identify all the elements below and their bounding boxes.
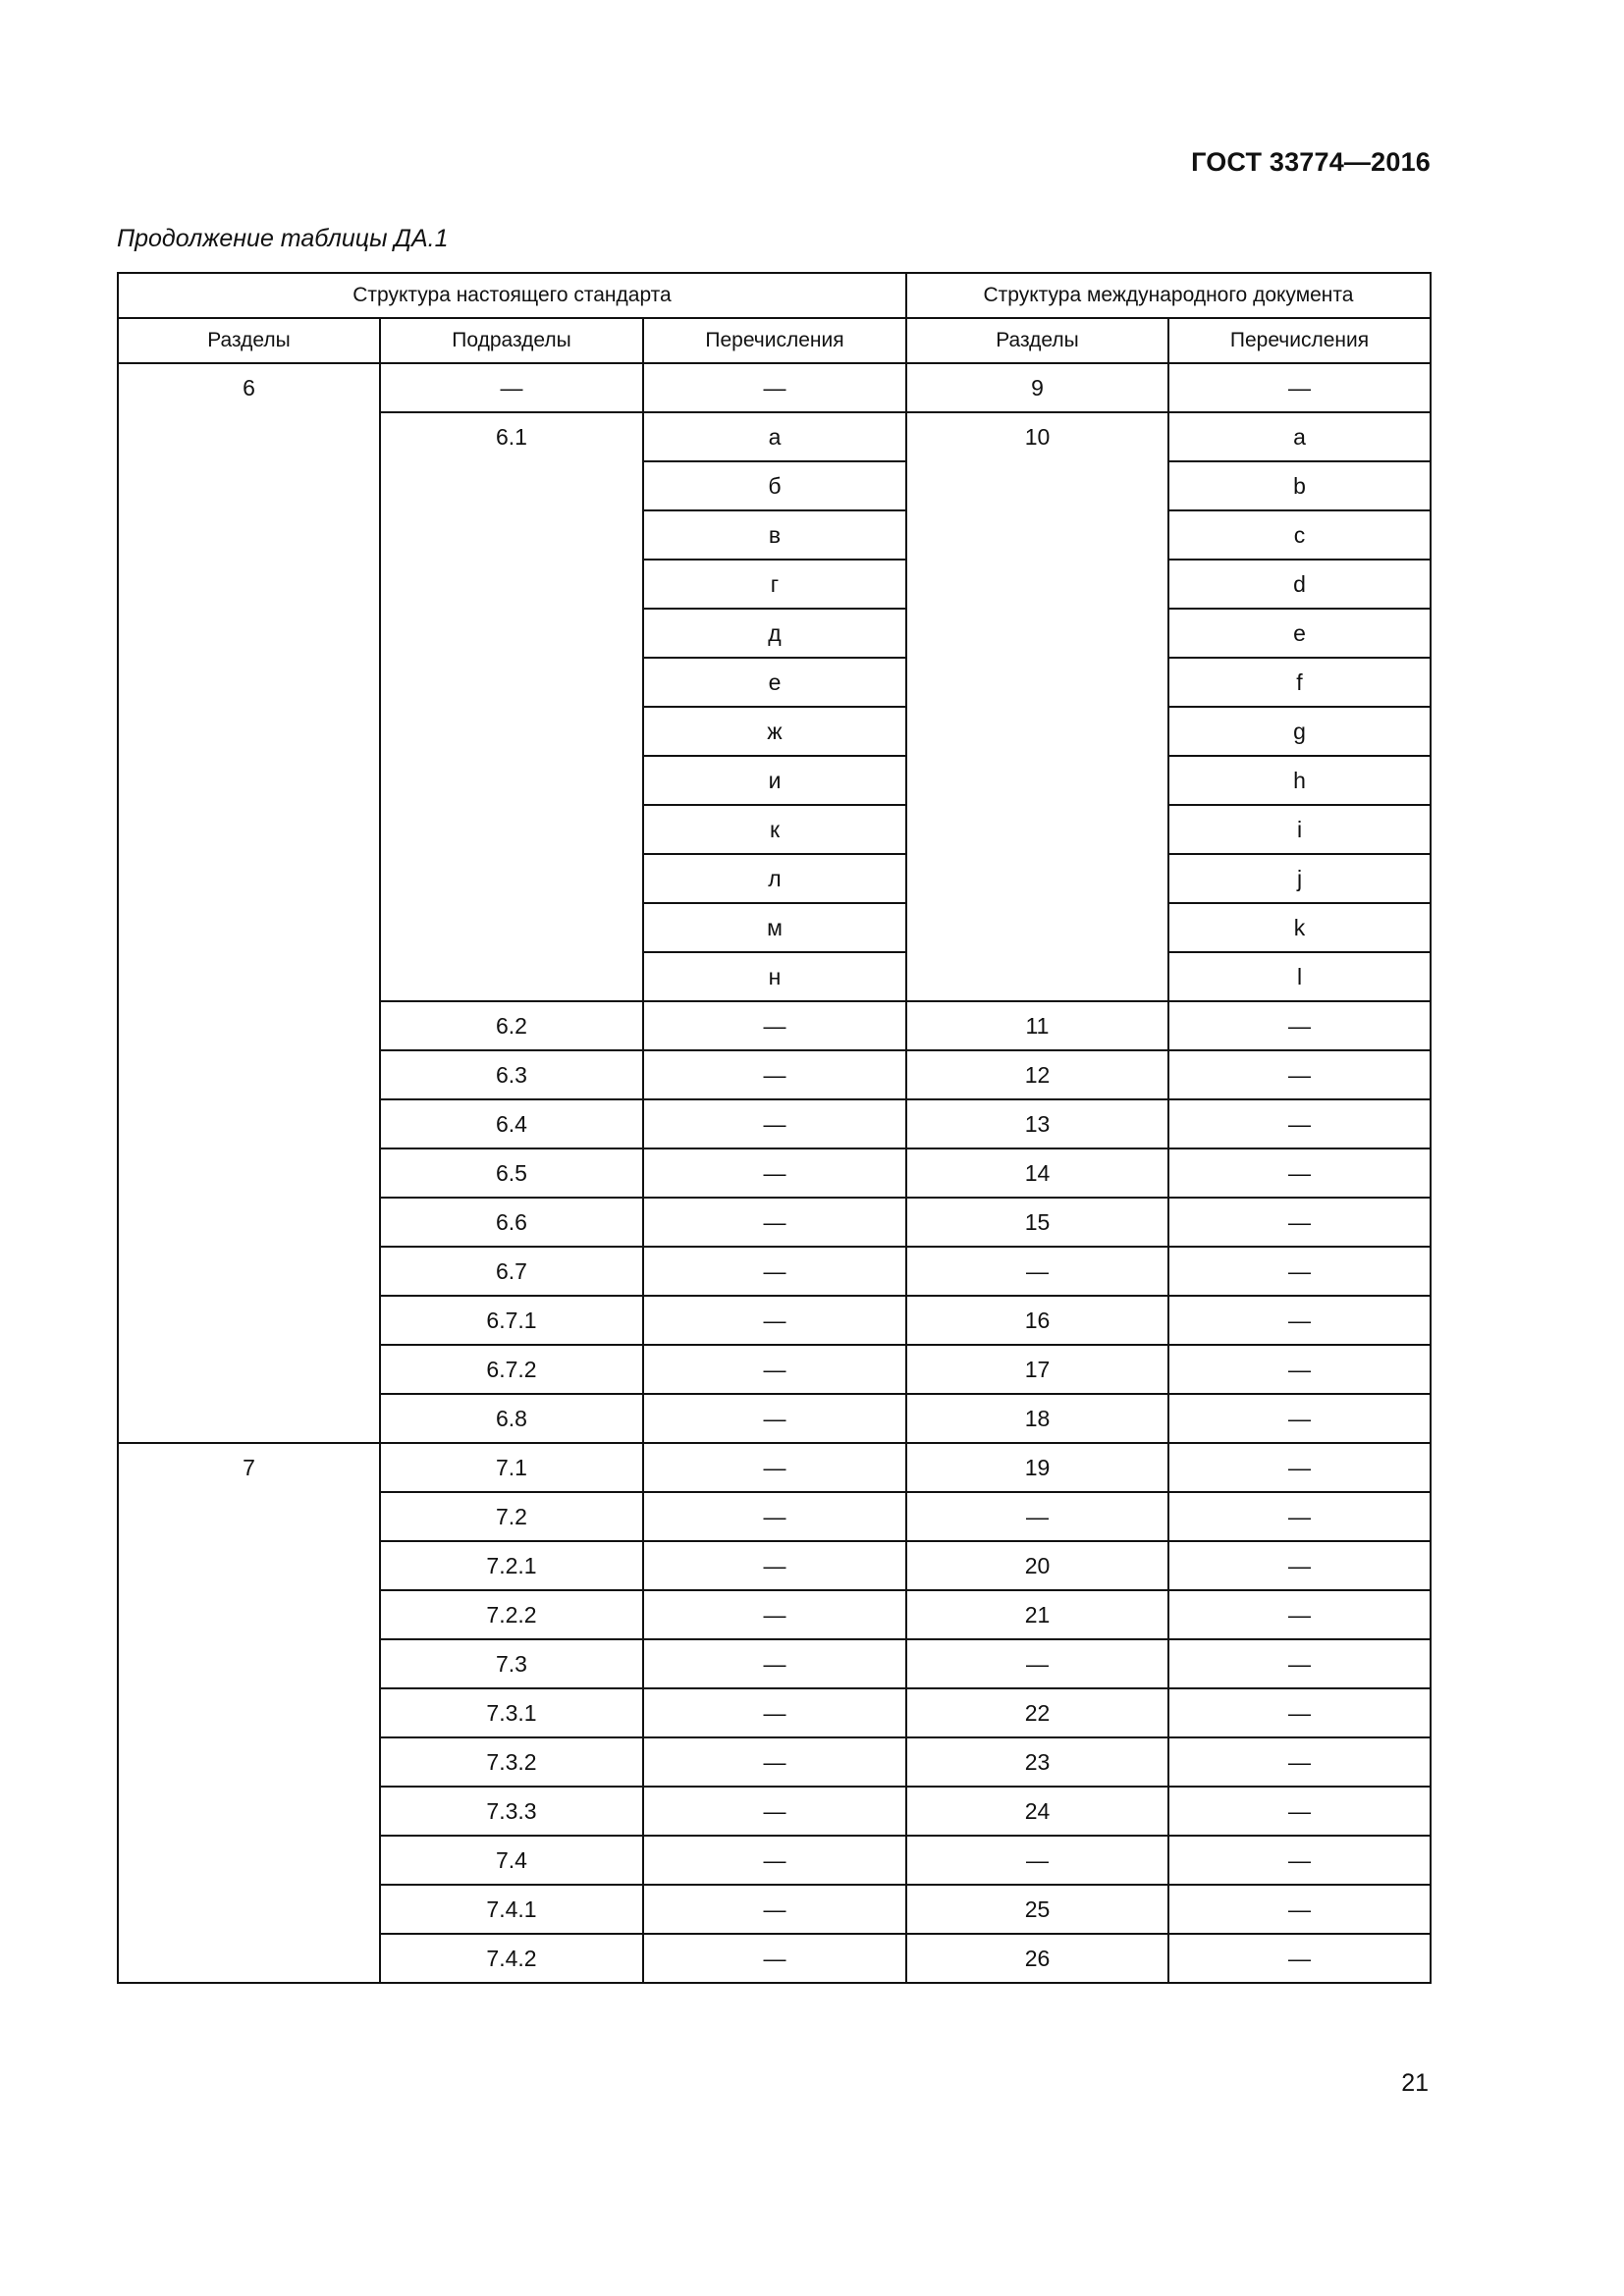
intl-enumeration-cell: l <box>1168 952 1431 1001</box>
enumeration-cell: — <box>643 1099 906 1148</box>
intl-enumeration-cell: j <box>1168 854 1431 903</box>
table-row <box>118 363 1431 412</box>
enumeration-cell: — <box>643 1836 906 1885</box>
section-cell: 6 <box>118 363 380 1443</box>
enumeration-cell: е <box>643 658 906 707</box>
subsection-cell: 7.2.2 <box>380 1590 643 1639</box>
col-header-intl-enumerations: Перечисления <box>1168 318 1431 363</box>
subsection-cell: 6.3 <box>380 1050 643 1099</box>
intl-enumeration-cell: — <box>1168 1001 1431 1050</box>
intl-section-cell: 24 <box>906 1787 1168 1836</box>
enumeration-cell: — <box>643 1541 906 1590</box>
enumeration-cell: л <box>643 854 906 903</box>
col-header-intl-sections: Разделы <box>906 318 1168 363</box>
intl-section-cell: 14 <box>906 1148 1168 1198</box>
enumeration-cell: — <box>643 1050 906 1099</box>
enumeration-cell: — <box>643 1345 906 1394</box>
enumeration-cell: к <box>643 805 906 854</box>
intl-section-cell: — <box>906 1639 1168 1688</box>
intl-enumeration-cell: i <box>1168 805 1431 854</box>
intl-enumeration-cell: — <box>1168 1050 1431 1099</box>
enumeration-cell: — <box>643 1885 906 1934</box>
intl-section-cell: 12 <box>906 1050 1168 1099</box>
intl-enumeration-cell: — <box>1168 1885 1431 1934</box>
section-cell: 7 <box>118 1443 380 1983</box>
intl-enumeration-cell: — <box>1168 1247 1431 1296</box>
intl-enumeration-cell: — <box>1168 1836 1431 1885</box>
intl-enumeration-cell: — <box>1168 1688 1431 1737</box>
intl-section-cell: 23 <box>906 1737 1168 1787</box>
group-header-this-standard: Структура настоящего стандарта <box>118 273 906 318</box>
enumeration-cell: — <box>643 1394 906 1443</box>
subsection-cell: 6.1 <box>380 412 643 1001</box>
subsection-cell: 7.3.2 <box>380 1737 643 1787</box>
intl-enumeration-cell: e <box>1168 609 1431 658</box>
intl-enumeration-cell: — <box>1168 1394 1431 1443</box>
intl-enumeration-cell: — <box>1168 1492 1431 1541</box>
enumeration-cell: а <box>643 412 906 461</box>
intl-enumeration-cell: h <box>1168 756 1431 805</box>
intl-enumeration-cell: g <box>1168 707 1431 756</box>
subsection-cell: 6.6 <box>380 1198 643 1247</box>
subsection-cell: 7.1 <box>380 1443 643 1492</box>
intl-section-cell: — <box>906 1836 1168 1885</box>
enumeration-cell: — <box>643 1148 906 1198</box>
subsection-cell: 7.3 <box>380 1639 643 1688</box>
intl-enumeration-cell: — <box>1168 1148 1431 1198</box>
subsection-cell: 7.3.3 <box>380 1787 643 1836</box>
correspondence-table <box>117 272 1432 1984</box>
enumeration-cell: — <box>643 1247 906 1296</box>
intl-enumeration-cell: — <box>1168 1099 1431 1148</box>
intl-enumeration-cell: — <box>1168 1590 1431 1639</box>
intl-section-cell: 26 <box>906 1934 1168 1983</box>
document-code: ГОСТ 33774—2016 <box>1191 147 1431 177</box>
enumeration-cell: и <box>643 756 906 805</box>
intl-enumeration-cell: — <box>1168 1198 1431 1247</box>
intl-section-cell: 9 <box>906 363 1168 412</box>
subsection-cell: 6.2 <box>380 1001 643 1050</box>
enumeration-cell: м <box>643 903 906 952</box>
enumeration-cell: д <box>643 609 906 658</box>
enumeration-cell: — <box>643 1688 906 1737</box>
intl-enumeration-cell: d <box>1168 560 1431 609</box>
enumeration-cell: — <box>643 1296 906 1345</box>
intl-section-cell: 19 <box>906 1443 1168 1492</box>
group-header-international-document: Структура международного документа <box>906 273 1431 318</box>
intl-enumeration-cell: — <box>1168 1934 1431 1983</box>
subsection-cell: 6.7.1 <box>380 1296 643 1345</box>
intl-section-cell: 10 <box>906 412 1168 1001</box>
enumeration-cell: — <box>643 1001 906 1050</box>
subsection-cell: 7.2.1 <box>380 1541 643 1590</box>
intl-enumeration-cell: k <box>1168 903 1431 952</box>
page-number: 21 <box>1401 2069 1429 2097</box>
intl-enumeration-cell: — <box>1168 1345 1431 1394</box>
col-header-enumerations: Перечисления <box>643 318 906 363</box>
intl-section-cell: 25 <box>906 1885 1168 1934</box>
column-header-row <box>118 318 1431 363</box>
subsection-cell: 6.7 <box>380 1247 643 1296</box>
enumeration-cell: б <box>643 461 906 510</box>
subsection-cell: — <box>380 363 643 412</box>
subsection-cell: 7.4.2 <box>380 1934 643 1983</box>
enumeration-cell: — <box>643 1787 906 1836</box>
col-header-sections: Разделы <box>118 318 380 363</box>
enumeration-cell: г <box>643 560 906 609</box>
intl-section-cell: 18 <box>906 1394 1168 1443</box>
enumeration-cell: — <box>643 1639 906 1688</box>
subsection-cell: 6.5 <box>380 1148 643 1198</box>
subsection-cell: 6.4 <box>380 1099 643 1148</box>
subsection-cell: 7.3.1 <box>380 1688 643 1737</box>
table-caption: Продолжение таблицы ДА.1 <box>117 225 449 252</box>
intl-section-cell: — <box>906 1492 1168 1541</box>
subsection-cell: 7.2 <box>380 1492 643 1541</box>
intl-section-cell: 11 <box>906 1001 1168 1050</box>
subsection-cell: 6.8 <box>380 1394 643 1443</box>
intl-section-cell: 13 <box>906 1099 1168 1148</box>
enumeration-cell: — <box>643 1590 906 1639</box>
intl-section-cell: 15 <box>906 1198 1168 1247</box>
intl-section-cell: 22 <box>906 1688 1168 1737</box>
enumeration-cell: — <box>643 1443 906 1492</box>
intl-enumeration-cell: c <box>1168 510 1431 560</box>
intl-section-cell: — <box>906 1247 1168 1296</box>
intl-enumeration-cell: — <box>1168 1443 1431 1492</box>
intl-enumeration-cell: — <box>1168 1787 1431 1836</box>
table-row <box>118 1443 1431 1492</box>
intl-enumeration-cell: — <box>1168 363 1431 412</box>
intl-enumeration-cell: — <box>1168 1541 1431 1590</box>
intl-enumeration-cell: f <box>1168 658 1431 707</box>
enumeration-cell: — <box>643 1198 906 1247</box>
subsection-cell: 6.7.2 <box>380 1345 643 1394</box>
intl-enumeration-cell: b <box>1168 461 1431 510</box>
intl-enumeration-cell: — <box>1168 1737 1431 1787</box>
enumeration-cell: в <box>643 510 906 560</box>
subsection-cell: 7.4 <box>380 1836 643 1885</box>
subsection-cell: 7.4.1 <box>380 1885 643 1934</box>
enumeration-cell: н <box>643 952 906 1001</box>
intl-enumeration-cell: — <box>1168 1639 1431 1688</box>
enumeration-cell: — <box>643 1934 906 1983</box>
intl-section-cell: 20 <box>906 1541 1168 1590</box>
enumeration-cell: — <box>643 363 906 412</box>
enumeration-cell: — <box>643 1737 906 1787</box>
enumeration-cell: ж <box>643 707 906 756</box>
intl-section-cell: 21 <box>906 1590 1168 1639</box>
intl-section-cell: 17 <box>906 1345 1168 1394</box>
intl-section-cell: 16 <box>906 1296 1168 1345</box>
group-header-row <box>118 273 1431 318</box>
intl-enumeration-cell: a <box>1168 412 1431 461</box>
intl-enumeration-cell: — <box>1168 1296 1431 1345</box>
col-header-subsections: Подразделы <box>380 318 643 363</box>
enumeration-cell: — <box>643 1492 906 1541</box>
